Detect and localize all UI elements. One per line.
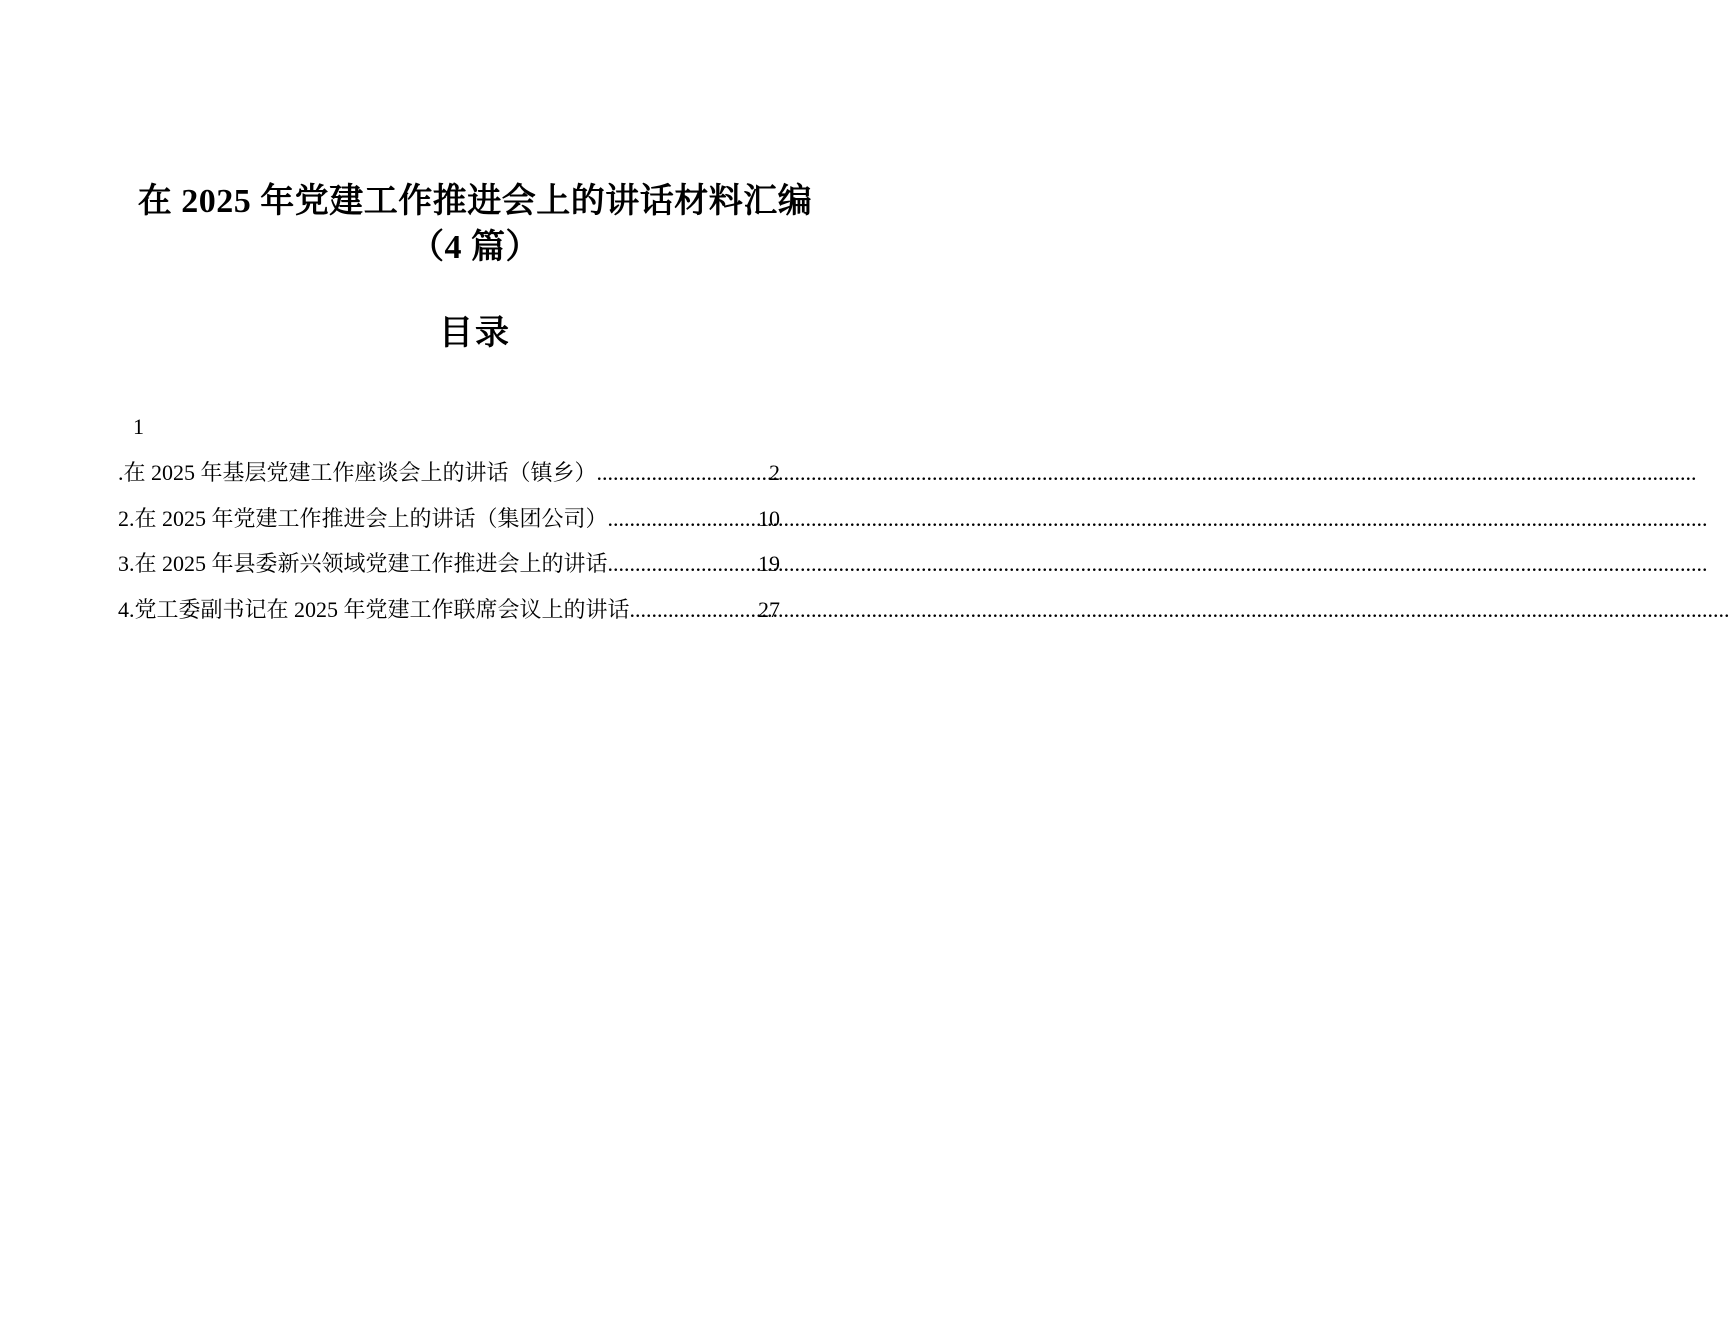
- toc-page-number: 2: [769, 460, 780, 485]
- toc-entry-title: 3.在 2025 年县委新兴领域党建工作推进会上的讲话: [118, 551, 608, 576]
- toc-entry-3[interactable]: [118, 546, 780, 592]
- toc-page-number: 10: [758, 505, 780, 531]
- toc-page-number: 19: [758, 551, 780, 576]
- toc-entry-1[interactable]: [118, 455, 780, 501]
- toc-page-number: 27: [758, 596, 780, 622]
- toc-heading: 目录: [439, 315, 511, 352]
- toc-dot-leader: [597, 455, 769, 491]
- toc-entry-title: 2.在 2025 年党建工作推进会上的讲话（集团公司）: [118, 505, 608, 531]
- toc-entry-title: .在 2025 年基层党建工作座谈会上的讲话（镇乡）: [118, 460, 597, 485]
- document-title: 在 2025 年党建工作推进会上的讲话材料汇编: [137, 183, 813, 220]
- document-subtitle-count: （4 篇）: [410, 229, 540, 266]
- toc-dot-leader: [630, 592, 758, 628]
- toc-entry-2[interactable]: [118, 501, 780, 547]
- toc-dot-leader: [608, 501, 758, 537]
- toc-entry-title: 4.党工委副书记在 2025 年党建工作联席会议上的讲话: [118, 596, 630, 622]
- toc-entry-4[interactable]: [118, 592, 780, 638]
- table-of-contents: [118, 455, 780, 637]
- toc-list-marker: 1: [133, 414, 144, 439]
- toc-dot-leader: [608, 546, 758, 582]
